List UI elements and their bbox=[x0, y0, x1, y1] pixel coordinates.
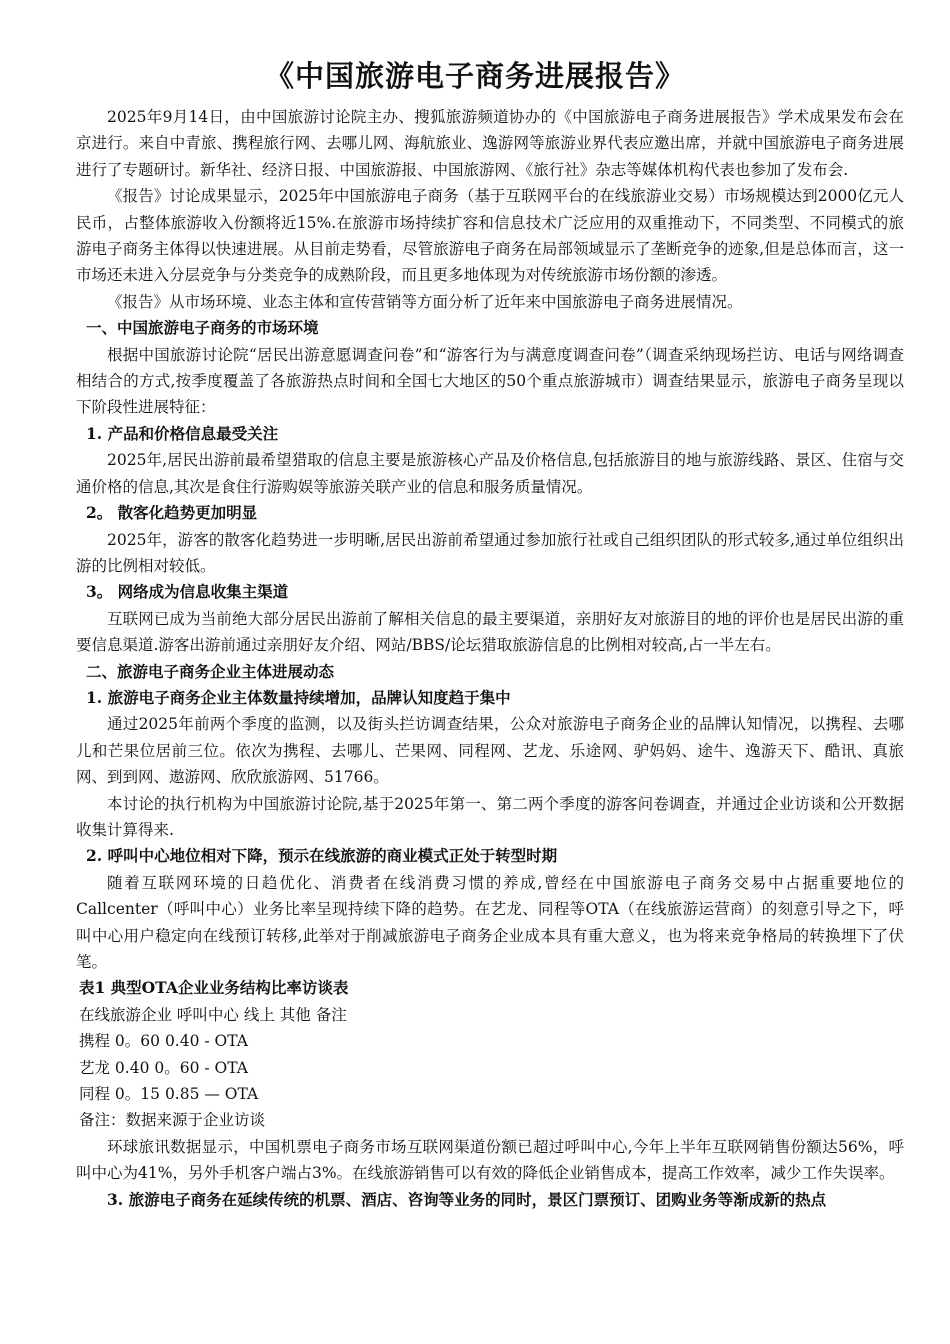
table-row: 携程 0。60 0.40 - OTA bbox=[79, 1032, 248, 1051]
paragraph-independent-travel: 2025年，游客的散客化趋势进一步明晰,居民出游前希望通过参加旅行社或自己组织团队的形式较多,通过单位组织出游的比例相对较低。 bbox=[76, 530, 904, 575]
paragraph-survey: 根据中国旅游讨论院“居民出游意愿调查问卷”和“游客行为与满意度调查问卷”（调查采纳现场拦访、电话与网络调查相结合的方式,按季度覆盖了各旅游热点时间和全国七大地区的50个重点旅游城市）调查结果显示，旅游电子商务呈现以下阶段性进展特征： bbox=[76, 345, 904, 417]
subheading-brand-awareness: 1. 旅游电子商务企业主体数量持续增加，品牌认知度趋于集中 bbox=[86, 687, 511, 707]
paragraph-report-scope: 《报告》从市场环境、业态主体和宣传营销等方面分析了近年来中国旅游电子商务进展情况。 bbox=[107, 292, 743, 311]
paragraph-brand-awareness: 通过2025年前两个季度的监测，以及街头拦访调查结果，公众对旅游电子商务企业的品牌认知情况，以携程、去哪儿和芒果位居前三位。依次为携程、去哪儿、芒果网、同程网、艺龙、乐途网、驴妈妈、途牛、逸游天下、酷讯、真旅网、到到网、遨游网、欣欣旅游网、51766。 bbox=[76, 715, 904, 787]
paragraph-research-method: 本讨论的执行机构为中国旅游讨论院,基于2025年第一、第二两个季度的游客问卷调查，并通过企业访谈和公开数据收集计算得来. bbox=[76, 794, 904, 839]
subheading-new-hotspots: 3. 旅游电子商务在延续传统的机票、酒店、咨询等业务的同时，景区门票预订、团购业务等渐成新的热点 bbox=[107, 1189, 827, 1209]
subheading-internet-channel: 3。 网络成为信息收集主渠道 bbox=[86, 582, 289, 602]
subheading-product-price: 1. 产品和价格信息最受关注 bbox=[86, 423, 279, 443]
section-heading-enterprises: 二、旅游电子商务企业主体进展动态 bbox=[86, 661, 335, 681]
table-row: 同程 0。15 0.85 — OTA bbox=[79, 1085, 259, 1104]
table-note: 备注：数据来源于企业访谈 bbox=[79, 1111, 266, 1130]
paragraph-call-center: 随着互联网环境的日趋优化、消费者在线消费习惯的养成,曾经在中国旅游电子商务交易中占据重要地位的Callcenter（呼叫中心）业务比率呈现持续下降的趋势。在艺龙、同程等OTA（在线旅游运营商）的刻意引导之下，呼叫中心用户稳定向在线预订转移,此举对于削减旅游电子商务企业成本具有重大意义，也为将来竞争格局的转换埋下了伏笔。 bbox=[76, 873, 904, 971]
paragraph-product-price: 2025年,居民出游前最希望猎取的信息主要是旅游核心产品及价格信息,包括旅游目的地与旅游线路、景区、住宿与交通价格的信息,其次是食住行游购娱等旅游关联产业的信息和服务质量情况。 bbox=[76, 451, 904, 496]
table-row: 艺龙 0.40 0。60 - OTA bbox=[79, 1058, 248, 1077]
paragraph-online-share: 环球旅讯数据显示，中国机票电子商务市场互联网渠道份额已超过呼叫中心,今年上半年互联网销售份额达56%，呼叫中心为41%，另外手机客户端占3%。在线旅游销售可以有效的降低企业销售成本，提高工作效率，减少工作失误率。 bbox=[76, 1137, 904, 1183]
section-heading-market-environment: 一、中国旅游电子商务的市场环境 bbox=[86, 318, 319, 338]
subheading-independent-travel: 2。 散客化趋势更加明显 bbox=[86, 503, 258, 523]
paragraph-intro: 2025年9月14日，由中国旅游讨论院主办、搜狐旅游频道协办的《中国旅游电子商务进展报告》学术成果发布会在京进行。来自中青旅、携程旅行网、去哪儿网、海航旅业、逸游网等旅游业界代表应邀出席，并就中国旅游电子商务进展进行了专题研讨。新华社、经济日报、中国旅游报、中国旅游网、《旅行社》杂志等媒体机构代表也参加了发布会. bbox=[76, 108, 904, 179]
table-title: 表1 典型OTA企业业务结构比率访谈表 bbox=[79, 978, 349, 998]
paragraph-internet-channel: 互联网已成为当前绝大部分居民出游前了解相关信息的最主要渠道，亲朋好友对旅游目的地的评价也是居民出游的重要信息渠道.游客出游前通过亲朋好友介绍、网站/BBS/论坛猎取旅游信息的比例相对较高,占一半左右。 bbox=[76, 609, 904, 655]
paragraph-report-results: 《报告》讨论成果显示，2025年中国旅游电子商务（基于互联网平台的在线旅游业交易）市场规模达到2000亿元人民币，占整体旅游收入份额将近15%.在旅游市场持续扩容和信息技术广泛应用的双重推动下，不同类型、不同模式的旅游电子商务主体得以快速进展。从目前走势看，尽管旅游电子商务在局部领域显示了垄断竞争的迹象,但是总体而言，这一市场还未进入分层竞争与分类竞争的成熟阶段，而且更多地体现为对传统旅游市场份额的渗透。 bbox=[76, 187, 904, 285]
table-header: 在线旅游企业 呼叫中心 线上 其他 备注 bbox=[79, 1005, 347, 1024]
subheading-call-center: 2. 呼叫中心地位相对下降，预示在线旅游的商业模式正处于转型时期 bbox=[86, 846, 558, 866]
document-title: 《中国旅游电子商务进展报告》 bbox=[264, 59, 685, 93]
